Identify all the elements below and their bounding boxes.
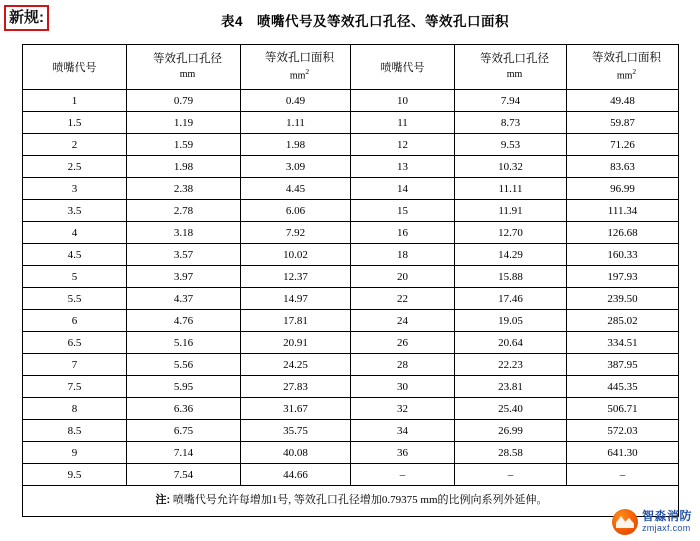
table-cell: 445.35 [567, 376, 679, 398]
table-cell: 26 [351, 332, 455, 354]
table-cell: 1.11 [241, 112, 351, 134]
table-cell: 7.54 [127, 464, 241, 486]
table-cell: 15.88 [455, 266, 567, 288]
table-cell: 160.33 [567, 244, 679, 266]
column-header-label: 等效孔口面积 [592, 52, 661, 65]
table-row [23, 112, 679, 134]
table-cell: 4.45 [241, 178, 351, 200]
table-cell: 2.78 [127, 200, 241, 222]
table-cell: 6.75 [127, 420, 241, 442]
table-cell: 2.38 [127, 178, 241, 200]
table-cell: 11.11 [455, 178, 567, 200]
table-cell: 20.91 [241, 332, 351, 354]
table-cell: 18 [351, 244, 455, 266]
table-cell: 23.81 [455, 376, 567, 398]
note-text: 喷嘴代号允许每增加1号, 等效孔口孔径增加0.79375 mm的比例向系列外延伸。 [172, 493, 548, 506]
table-cell: 17.81 [241, 310, 351, 332]
table-cell: 13 [351, 156, 455, 178]
table-cell: 572.03 [567, 420, 679, 442]
table-cell: 44.66 [241, 464, 351, 486]
table-row [23, 354, 679, 376]
table-cell: 14.97 [241, 288, 351, 310]
table-cell: 96.99 [567, 178, 679, 200]
table-cell: 334.51 [567, 332, 679, 354]
table-cell: 4 [23, 222, 127, 244]
table-cell: 3 [23, 178, 127, 200]
column-header-orifice-area-right [567, 45, 679, 90]
table-cell: 10 [351, 90, 455, 112]
table-cell: 15 [351, 200, 455, 222]
table-cell: 3.57 [127, 244, 241, 266]
table-cell: 641.30 [567, 442, 679, 464]
table-cell: 22.23 [455, 354, 567, 376]
table-cell: 5.95 [127, 376, 241, 398]
table-cell: 1.98 [241, 134, 351, 156]
watermark-domain: zmjaxf.com [641, 522, 691, 533]
table-cell: 5.16 [127, 332, 241, 354]
table-cell: 387.95 [567, 354, 679, 376]
table-cell: 26.99 [455, 420, 567, 442]
column-header-label: 等效孔口孔径 [153, 53, 222, 66]
table-cell: 36 [351, 442, 455, 464]
table-cell: 1.98 [127, 156, 241, 178]
table-cell: 1 [23, 90, 127, 112]
column-header-unit: mm [179, 69, 196, 81]
table-cell: 24 [351, 310, 455, 332]
column-header-unit: mm [506, 69, 523, 81]
table-row [23, 332, 679, 354]
table-cell: 22 [351, 288, 455, 310]
table-cell: – [567, 464, 679, 486]
table-row [23, 442, 679, 464]
table-cell: 0.79 [127, 90, 241, 112]
table-cell: 1.59 [127, 134, 241, 156]
table-cell: 40.08 [241, 442, 351, 464]
table-cell: 20.64 [455, 332, 567, 354]
table-cell: 19.05 [455, 310, 567, 332]
note-label: 注: [155, 493, 171, 506]
table-cell: 10.02 [241, 244, 351, 266]
table-cell: 9.53 [455, 134, 567, 156]
table-cell: 14 [351, 178, 455, 200]
table-cell: 3.18 [127, 222, 241, 244]
table-cell: 24.25 [241, 354, 351, 376]
table-row [23, 288, 679, 310]
table-cell: 6.36 [127, 398, 241, 420]
table-cell: 506.71 [567, 398, 679, 420]
table-cell: 34 [351, 420, 455, 442]
table-row [23, 266, 679, 288]
table-row [23, 310, 679, 332]
table-row [23, 420, 679, 442]
table-cell: 28.58 [455, 442, 567, 464]
table-cell: 9 [23, 442, 127, 464]
table-row [23, 90, 679, 112]
table-cell: 30 [351, 376, 455, 398]
table-cell: 6 [23, 310, 127, 332]
table-cell: 1.5 [23, 112, 127, 134]
table-cell: 83.63 [567, 156, 679, 178]
table-cell: 25.40 [455, 398, 567, 420]
table-cell: 20 [351, 266, 455, 288]
table-cell: 5.5 [23, 288, 127, 310]
table-cell: 6.06 [241, 200, 351, 222]
column-header-label: 等效孔口孔径 [480, 53, 549, 66]
table-row [23, 178, 679, 200]
column-header-label: 等效孔口面积 [265, 52, 334, 65]
table-note-cell [23, 486, 679, 517]
table-cell: 7 [23, 354, 127, 376]
table-cell: 27.83 [241, 376, 351, 398]
table-cell: 5 [23, 266, 127, 288]
table-cell: 2.5 [23, 156, 127, 178]
table-cell: 4.5 [23, 244, 127, 266]
new-regulation-badge: 新规: [4, 5, 49, 31]
column-header-orifice-diameter-left [127, 45, 241, 90]
column-header-orifice-diameter-right [455, 45, 567, 90]
column-header-unit: $mm^2$ [289, 66, 310, 82]
table-header-row [23, 45, 679, 90]
table-row [23, 398, 679, 420]
table-cell: 2 [23, 134, 127, 156]
table-cell: 32 [351, 398, 455, 420]
table-cell: 7.5 [23, 376, 127, 398]
table-cell: 111.34 [567, 200, 679, 222]
table-cell: 8.73 [455, 112, 567, 134]
watermark-brand: 智淼消防 [641, 509, 692, 524]
table-cell: 35.75 [241, 420, 351, 442]
table-cell: 11.91 [455, 200, 567, 222]
table-row [23, 200, 679, 222]
table-cell: 7.92 [241, 222, 351, 244]
table-cell: 28 [351, 354, 455, 376]
table-cell: 49.48 [567, 90, 679, 112]
table-cell: 1.19 [127, 112, 241, 134]
table-cell: – [455, 464, 567, 486]
table-row [23, 156, 679, 178]
table-note-row [23, 486, 679, 517]
table-cell: 239.50 [567, 288, 679, 310]
table-row [23, 134, 679, 156]
column-header-nozzle-code-left: 喷嘴代号 [23, 45, 127, 90]
table-cell: 9.5 [23, 464, 127, 486]
table-row [23, 464, 679, 486]
table-cell: 17.46 [455, 288, 567, 310]
table-row [23, 244, 679, 266]
table-cell: 59.87 [567, 112, 679, 134]
table-cell: 3.5 [23, 200, 127, 222]
table-cell: 126.68 [567, 222, 679, 244]
table-cell: 12.70 [455, 222, 567, 244]
table-cell: 8 [23, 398, 127, 420]
nozzle-code-table [22, 44, 679, 517]
column-header-orifice-area-left [241, 45, 351, 90]
table-cell: 4.76 [127, 310, 241, 332]
table-cell: 10.32 [455, 156, 567, 178]
table-container [22, 44, 678, 517]
table-cell: 14.29 [455, 244, 567, 266]
table-cell: 4.37 [127, 288, 241, 310]
table-cell: 6.5 [23, 332, 127, 354]
table-cell: 12 [351, 134, 455, 156]
table-cell: 3.09 [241, 156, 351, 178]
table-cell: 197.93 [567, 266, 679, 288]
table-cell: 7.94 [455, 90, 567, 112]
table-row [23, 222, 679, 244]
table-cell: 3.97 [127, 266, 241, 288]
table-body [23, 90, 679, 517]
table-cell: 5.56 [127, 354, 241, 376]
page-title: 表4 喷嘴代号及等效孔口孔径、等效孔口面积 [220, 14, 509, 29]
column-header-nozzle-code-right: 喷嘴代号 [351, 45, 455, 90]
table-cell: 0.49 [241, 90, 351, 112]
table-cell: 285.02 [567, 310, 679, 332]
table-row [23, 376, 679, 398]
table-cell: – [351, 464, 455, 486]
table-cell: 7.14 [127, 442, 241, 464]
table-cell: 11 [351, 112, 455, 134]
column-header-unit: $mm^2$ [616, 66, 637, 82]
table-cell: 12.37 [241, 266, 351, 288]
table-cell: 16 [351, 222, 455, 244]
table-cell: 8.5 [23, 420, 127, 442]
table-cell: 31.67 [241, 398, 351, 420]
table-cell: 71.26 [567, 134, 679, 156]
